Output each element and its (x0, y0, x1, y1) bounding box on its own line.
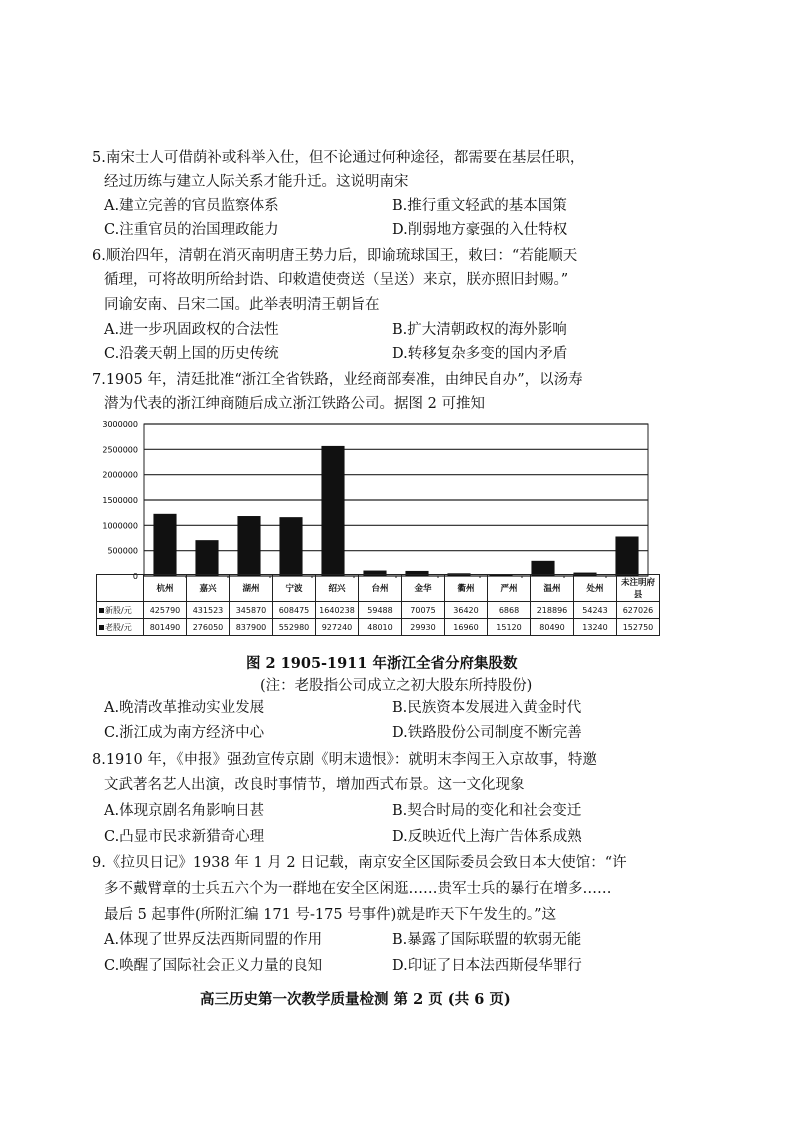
bar-杭州 (153, 514, 176, 576)
q7-option-a: A.晚清改革推动实业发展 (104, 700, 265, 716)
q6-option-b: B.扩大清朝政权的海外影响 (392, 322, 567, 338)
q7-stem-line2: 潜为代表的浙江绅商随后成立浙江铁路公司。据图 2 可推知 (104, 396, 485, 412)
q5-stem-line2: 经过历练与建立人际关系才能升迁。这说明南宋 (104, 174, 409, 190)
table-category-嘉兴: 嘉兴 (187, 575, 230, 602)
q9-option-d: D.印证了日本法西斯侵华罪行 (392, 958, 582, 974)
bar-嘉兴 (195, 540, 218, 576)
share-data-table (96, 574, 660, 636)
bar-湖州 (237, 516, 260, 576)
table-cell-old: 152750 (617, 619, 660, 636)
table-category-衢州: 衢州 (445, 575, 488, 602)
table-category-row (97, 575, 660, 602)
y-tick-label: 1000000 (102, 521, 138, 531)
q6-option-c: C.沿袭天朝上国的历史传统 (104, 346, 279, 362)
table-cell-new: 70075 (402, 602, 445, 619)
table-cell-new: 425790 (144, 602, 187, 619)
legend-new-shares (97, 602, 144, 619)
table-cell-old: 80490 (531, 619, 574, 636)
q7-stem-line1: 7.1905 年，清廷批准“浙江全省铁路，业经商部奏准，由绅民自办”，以汤寿 (92, 372, 583, 388)
q9-stem-line1: 9.《拉贝日记》1938 年 1 月 2 日记载，南京安全区国际委员会致日本大使馆：“许 (92, 855, 627, 871)
q7-option-b: B.民族资本发展进入黄金时代 (392, 700, 582, 716)
q9-option-c: C.唤醒了国际社会正义力量的良知 (104, 958, 323, 974)
table-category-严州: 严州 (488, 575, 531, 602)
q9-stem-line3: 最后 5 起事件(所附汇编 171 号-175 号事件)就是昨天下午发生的。”这 (104, 907, 556, 923)
page-footer: 高三历史第一次教学质量检测 第 2 页 (共 6 页) (200, 991, 511, 1008)
q8-option-d: D.反映近代上海广告体系成熟 (392, 829, 582, 845)
table-cell-new: 608475 (273, 602, 316, 619)
table-category-台州: 台州 (359, 575, 402, 602)
table-row-new-shares (97, 602, 660, 619)
table-cell-old: 276050 (187, 619, 230, 636)
table-cell-old: 13240 (574, 619, 617, 636)
q8-option-c: C.凸显市民求新猎奇心理 (104, 829, 265, 845)
table-cell-new: 345870 (230, 602, 273, 619)
table-cell-new: 218896 (531, 602, 574, 619)
table-cell-new: 36420 (445, 602, 488, 619)
q9-option-b: B.暴露了国际联盟的软弱无能 (392, 932, 582, 948)
table-row-old-shares (97, 619, 660, 636)
figure-note: (注：老股指公司成立之初大股东所持股份) (260, 678, 533, 694)
table-category-湖州: 湖州 (230, 575, 273, 602)
figure-caption: 图 2 1905-1911 年浙江全省分府集股数 (246, 655, 518, 672)
q6-option-d: D.转移复杂多变的国内矛盾 (392, 346, 568, 362)
q5-stem-line1: 5.南宋士人可借荫补或科举入仕，但不论通过何种途径，都需要在基层任职， (92, 150, 585, 166)
table-category-处州: 处州 (574, 575, 617, 602)
q8-option-a: A.体现京剧名角影响日甚 (104, 803, 265, 819)
y-tick-label: 1500000 (102, 496, 138, 505)
q6-stem-line3: 同谕安南、吕宋二国。此举表明清王朝旨在 (104, 297, 380, 313)
bar-未注明府县 (615, 536, 638, 576)
table-cell-new: 6868 (488, 602, 531, 619)
table-cell-new: 54243 (574, 602, 617, 619)
bar-绍兴 (321, 446, 344, 576)
bar-宁波 (279, 517, 302, 576)
q7-option-d: D.铁路股份公司制度不断完善 (392, 725, 582, 741)
y-tick-label: 0 (132, 572, 138, 580)
table-cell-old: 15120 (488, 619, 531, 636)
q5-option-d: D.削弱地方豪强的入仕特权 (392, 222, 568, 238)
table-cell-new: 59488 (359, 602, 402, 619)
table-cell-old: 927240 (316, 619, 359, 636)
q6-option-a: A.进一步巩固政权的合法性 (104, 322, 279, 338)
table-cell-new: 1640238 (316, 602, 359, 619)
q5-option-b: B.推行重文轻武的基本国策 (392, 198, 567, 214)
table-cell-old: 48010 (359, 619, 402, 636)
share-capital-bar-chart (96, 420, 652, 580)
table-category-杭州: 杭州 (144, 575, 187, 602)
q7-option-c: C.浙江成为南方经济中心 (104, 725, 265, 741)
legend-old-label: 老股/元 (105, 622, 132, 632)
q8-stem-line1: 8.1910 年，《申报》强劲宣传京剧《明末遗恨》：就明末李闯王入京故事，特邀 (92, 752, 597, 768)
q5-option-a: A.建立完善的官员监察体系 (104, 198, 279, 214)
table-cell-new: 431523 (187, 602, 230, 619)
q8-stem-line2: 文武著名艺人出演，改良时事情节，增加西式布景。这一文化现象 (104, 777, 525, 793)
q6-stem-line2: 循理，可将故明所给封诰、印敕遣使赍送（呈送）来京，朕亦照旧封赐。” (104, 272, 569, 288)
table-category-宁波: 宁波 (273, 575, 316, 602)
y-tick-label: 2000000 (102, 470, 138, 480)
y-tick-label: 2500000 (102, 445, 138, 455)
q9-stem-line2: 多不戴臂章的士兵五六个为一群地在安全区闲逛……贵军士兵的暴行在增多…… (104, 881, 612, 897)
table-cell-old: 837900 (230, 619, 273, 636)
table-category-未注明府县: 未注明府县 (617, 575, 660, 602)
table-category-金华: 金华 (402, 575, 445, 602)
q6-stem-line1: 6.顺治四年，清朝在消灭南明唐王势力后，即谕琉球国王，敕曰：“若能顺天 (92, 248, 578, 264)
table-cell-old: 552980 (273, 619, 316, 636)
table-cell-new: 627026 (617, 602, 660, 619)
table-corner-cell (97, 575, 144, 602)
table-cell-old: 801490 (144, 619, 187, 636)
q9-option-a: A.体现了世界反法西斯同盟的作用 (104, 932, 323, 948)
legend-new-label: 新股/元 (105, 605, 132, 615)
table-cell-old: 29930 (402, 619, 445, 636)
table-category-绍兴: 绍兴 (316, 575, 359, 602)
q5-option-c: C.注重官员的治国理政能力 (104, 222, 279, 238)
y-tick-label: 500000 (107, 546, 138, 556)
q8-option-b: B.契合时局的变化和社会变迁 (392, 803, 582, 819)
legend-square-icon (99, 608, 104, 613)
legend-square-icon (99, 625, 104, 630)
legend-old-shares (97, 619, 144, 636)
y-tick-label: 3000000 (102, 420, 138, 429)
table-cell-old: 16960 (445, 619, 488, 636)
table-category-温州: 温州 (531, 575, 574, 602)
